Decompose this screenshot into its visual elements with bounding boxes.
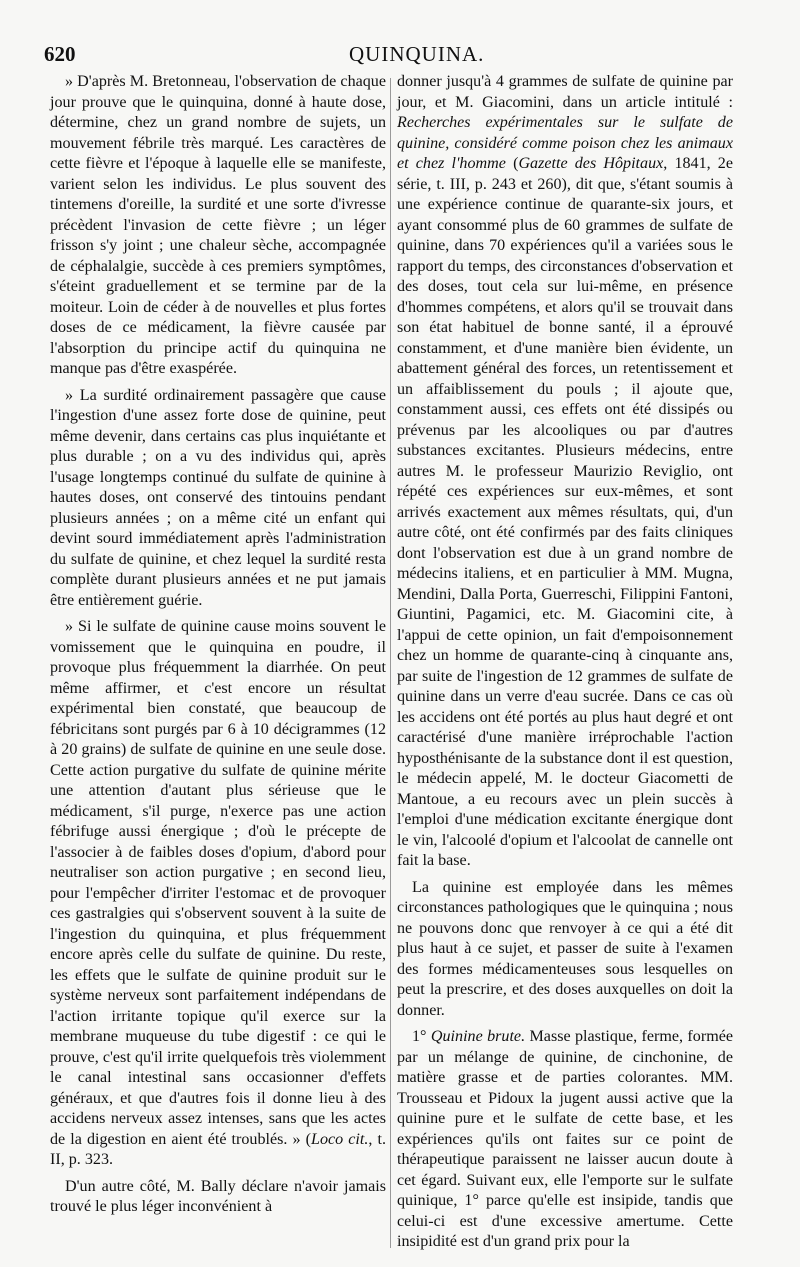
section-heading: Quinine brute. xyxy=(430,1028,526,1045)
paragraph-text: » Si le sulfate de quinine cause moins souvent le vomissement que le quinquina en poudre, il provoque plus fréquemment la diarrhée. On peut même affirmer, et c'est encore un résultat expérimental bien constaté, que beaucoup de fébricitans sont purgés par 6 à 10 décigrammes (12 à 20 grains) de sulfate de quinine en une seule dose. Cette action purgative du sulfate de quinine mérite une attention d'autant plus sérieuse que le médicament, s'il purge, n'exerce pas une action fébrifuge aussi énergique ; d'où le précepte de l'associer à de faibles doses d'opium, d'abord pour neutraliser son action purgative ; en second lieu, pour l'empêcher d'irriter l'estomac et de provoquer ces gastralgies qui s'observent souvent à la suite de l'ingestion du quinquina, et plus fréquemment encore après celle du sulfate de quinine. Du reste, les effets que le sulfate de quinine produit sur le système nerveux sont parfaitement indépendans de l'action irritante topique qu'il exerce sur la membrane muqueuse du tube digestif : ce qui le prouve, c'est qu'il irrite quelquefois très violemment le canal intestinal sans occasionner d'effets généraux, et que d'autres fois il donne lieu à des accidens nerveux assez intenses, sans que les actes de la digestion en aient été troublés. » ( xyxy=(50,618,386,1148)
citation: Loco cit. xyxy=(311,1130,369,1148)
journal-title: Gazette des Hôpitaux xyxy=(518,155,664,172)
paragraph-text: , 1841, 2e série, t. III, p. 243 et 260), dit que, s'étant soumis à une expérience continue de quarante-six jours, et ayant consommé plus de 60 grammes de sulfate de quinine, dans 70 expériences qu'il a variées sous le rapport du temps, des circonstances d'observation et des doses, tout cela sur lui-même, en présence d'hommes compétens, et alors qu'il se trouvait dans son état habituel de bonne santé, il a éprouvé constamment, et d'une manière bien évidente, un abattement général des forces, un retentissement et un affaiblissement du pouls ; il ajoute que, constamment aussi, ces effets ont été dissipés ou prévenus par les alcooliques ou par d'autres substances excitantes. Plusieurs médecins, entre autres M. le professeur Maurizio Reviglio, ont répété ces expériences sur eux-mêmes, et sont arrivés exactement aux mêmes résultats, qui, d'un autre côté, ont été confirmés par des faits cliniques dont l'observation est due à un grand nombre de médecins italiens, et en particulier à MM. Mugna, Mendini, Dalla Porta, Guerreschi, Filippini Fantoni, Giuntini, Pagamici, etc. M. Giacomini cite, à l'appui de cette opinion, un fait d'empoisonnement chez un homme de quarante-cinq à cinquante ans, par suite de l'ingestion de 12 grammes de sulfate de quinine dans un verre d'eau sucrée. Dans ce cas où les accidens ont été portés au plus haut degré et ont caractérisé d'une manière irréprochable l'action hyposthénisante de la substance dont il est question, le médecin appelé, M. le docteur Giacometti de Mantoue, a eu recours avec un plein succès à l'emploi d'une médication excitante énergique dont le vin, l'alcoolé d'opium et l'alcoolat de cannelle ont fait la base. xyxy=(397,155,733,869)
right-column xyxy=(397,72,733,1259)
left-column xyxy=(50,72,386,1224)
paren: ( xyxy=(505,155,519,172)
article-title: Recherches expérimentales sur le sulfate de quinine, considéré comme poison chez les animaux et chez l'homme xyxy=(397,114,733,172)
item-number: 1° xyxy=(412,1028,431,1045)
paragraph xyxy=(397,1027,733,1253)
page-header xyxy=(44,42,734,68)
citation-ref: , t. II, p. 323. xyxy=(50,1130,386,1168)
column-divider xyxy=(390,78,391,1248)
paragraph xyxy=(397,72,733,872)
paragraph: » D'après M. Bretonneau, l'observation de chaque jour prouve que le quinquina, donné à haute dose, détermine, chez un grand nombre de sujets, un mouvement fébrile très marqué. Les caractères de cette fièvre et l'époque à laquelle elle se manifeste, varient selon les individus. Le plus souvent des tintemens d'oreille, la surdité et une sorte d'ivresse précèdent l'invasion de cette fièvre ; un léger frisson s'y joint ; une chaleur sèche, accompagnée de céphalalgie, succède à ces premiers symptômes, s'éteint graduellement et se termine par de la moiteur. Loin de céder à de nouvelles et plus fortes doses de ce médicament, la fièvre causée par l'absorption du principe actif du quinquina ne manque pas d'être exaspérée. xyxy=(50,73,386,377)
paragraph-text: donner jusqu'à 4 grammes de sulfate de quinine par jour, et M. Giacomini, dans un article intitulé : xyxy=(397,73,733,111)
paragraph: La quinine est employée dans les mêmes circonstances pathologiques que le quinquina ; nous ne pouvons donc que renvoyer à ce qui a été dit plus haut à ce sujet, et passer de suite à l'examen des formes médicamenteuses sous lesquelles on peut la prescrire, et des doses auxquelles on doit la donner. xyxy=(397,878,733,1019)
paragraph: D'un autre côté, M. Bally déclare n'avoir jamais trouvé le plus léger inconvénient à xyxy=(50,1177,386,1215)
paragraph: » La surdité ordinairement passagère que cause l'ingestion d'une assez forte dose de quinine, peut même devenir, dans certains cas plus inquiétante et plus durable ; on a vu des individus qui, après l'usage longtemps continué du sulfate de quinine à hautes doses, ont conservé des tintouins pendant plusieurs années ; on a même cité un enfant qui devint sourd immédiatement après l'administration du sulfate de quinine, et chez lequel la surdité resta complète durant plusieurs années et ne put jamais être entièrement guérie. xyxy=(50,386,386,609)
running-head: QUINQUINA. xyxy=(349,42,485,66)
paragraph-text: Masse plastique, ferme, formée par un mélange de quinine, de cinchonine, de matière grasse et de parties colorantes. MM. Trousseau et Pidoux la jugent aussi active que la quinine pure et le sulfate de cette base, et les expériences qu'ils ont faites sur ce point de thérapeutique paraissent ne laisser aucun doute à cet égard. Suivant eux, elle l'emporte sur le sulfate quinique, 1° parce qu'elle est insipide, tandis que celui-ci est d'une excessive amertume. Cette insipidité est d'un grand prix pour la xyxy=(397,1028,733,1250)
page-number: 620 xyxy=(44,42,76,66)
paragraph xyxy=(50,617,386,1171)
